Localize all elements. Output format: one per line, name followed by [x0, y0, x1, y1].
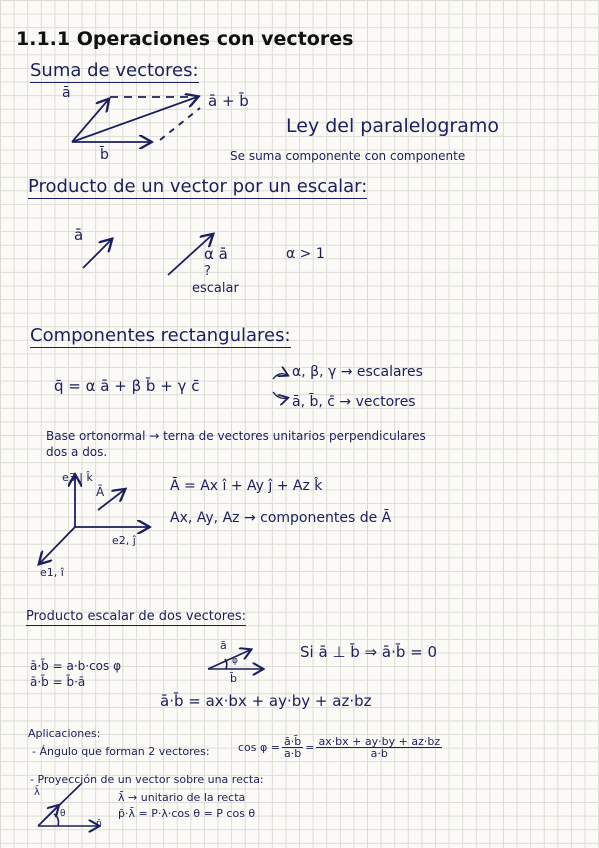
angle-fraction-2 — [316, 736, 442, 759]
section-heading-suma: Suma de vectores: — [30, 60, 199, 81]
angle-fraction-2-den: a·b — [370, 747, 388, 760]
fig-label-lambda: λ̄ — [34, 787, 40, 798]
vectors-note: ā, b̄, c̄ → vectores — [292, 394, 416, 410]
angle-formula-lhs: cos φ = — [238, 741, 280, 754]
axis-j-label: e2, ĵ — [112, 534, 136, 547]
fig-label-b: b̄ — [230, 672, 237, 685]
section-heading-componentes: Componentes rectangulares: — [30, 325, 291, 346]
alpha-condition: α > 1 — [286, 246, 325, 262]
applications-heading: Aplicaciones: — [28, 727, 101, 740]
linear-combination: q̄ = α ā + β b̄ + γ c̄ — [54, 377, 200, 395]
label-vec-a: ā — [62, 85, 71, 101]
angle-formula-eq: = — [305, 741, 315, 754]
base-ortonormal-line2: dos a dos. — [46, 445, 108, 459]
angle-fraction-1-num: ā·b̄ — [283, 735, 302, 748]
label-sum: ā + b̄ — [208, 92, 249, 110]
question-mark: ? — [204, 264, 211, 279]
projection-diagram — [38, 783, 98, 826]
components-note: Ax, Ay, Az → componentes de Ā — [170, 510, 392, 526]
axis-i-label: e1, î — [40, 566, 64, 579]
projection-unit-note: λ̄ → unitario de la recta — [118, 791, 246, 804]
projection-formula: p̄·λ̄ = P·λ·cos θ = P cos θ — [118, 807, 256, 820]
base-ortonormal-line1: Base ortonormal → terna de vectores unitarios perpendiculares — [46, 429, 426, 443]
parallelogram-law: Ley del paralelogramo — [286, 115, 499, 137]
angle-formula — [238, 736, 444, 759]
page-title: 1.1.1 Operaciones con vectores — [16, 28, 354, 50]
label-vec-a-2: ā — [74, 226, 84, 244]
vector-A-label: Ā — [96, 485, 105, 499]
dot-product-commutative: ā·b̄ = b̄·ā — [30, 675, 86, 689]
scalar-label: escalar — [192, 281, 239, 296]
angle-fraction-2-num: ax·bx + ay·by + az·bz — [318, 735, 441, 748]
vector-sum-diagram — [72, 97, 200, 142]
fig-label-phi: φ — [232, 656, 238, 666]
dot-product-components: ā·b̄ = ax·bx + ay·by + az·bz — [160, 692, 372, 710]
scalar-multiplication-diagram — [83, 235, 212, 275]
application-projection-text: - Proyección de un vector sobre una recta: — [30, 773, 264, 786]
fig-label-a: ā — [220, 639, 227, 652]
axis-k-label: e3 | k̂ — [62, 471, 93, 484]
scalars-note: α, β, γ → escalares — [292, 364, 423, 380]
suma-note: Se suma componente con componente — [230, 149, 466, 163]
label-alpha-a: α ā — [204, 245, 228, 263]
application-angle-text: - Ángulo que forman 2 vectores: — [32, 745, 210, 758]
angle-fraction-1-den: a·b — [283, 747, 302, 760]
section-heading-producto-escalar: Producto escalar de dos vectores: — [26, 609, 246, 624]
fig-label-p: p̄ — [96, 819, 102, 829]
perpendicular-condition: Si ā ⊥ b̄ ⇒ ā·b̄ = 0 — [300, 643, 438, 661]
vector-decomposition: Ā = Ax î + Ay ĵ + Az k̂ — [170, 478, 323, 494]
fig-label-theta: θ — [60, 809, 66, 819]
coordinate-axes — [40, 476, 148, 563]
angle-fraction-1 — [282, 736, 303, 759]
dot-product-definition: ā·b̄ = a·b·cos φ — [30, 659, 121, 673]
label-vec-b: b̄ — [100, 147, 109, 163]
section-heading-producto-escalar-vector: Producto de un vector por un escalar: — [28, 176, 368, 197]
classification-arrows — [273, 374, 287, 399]
